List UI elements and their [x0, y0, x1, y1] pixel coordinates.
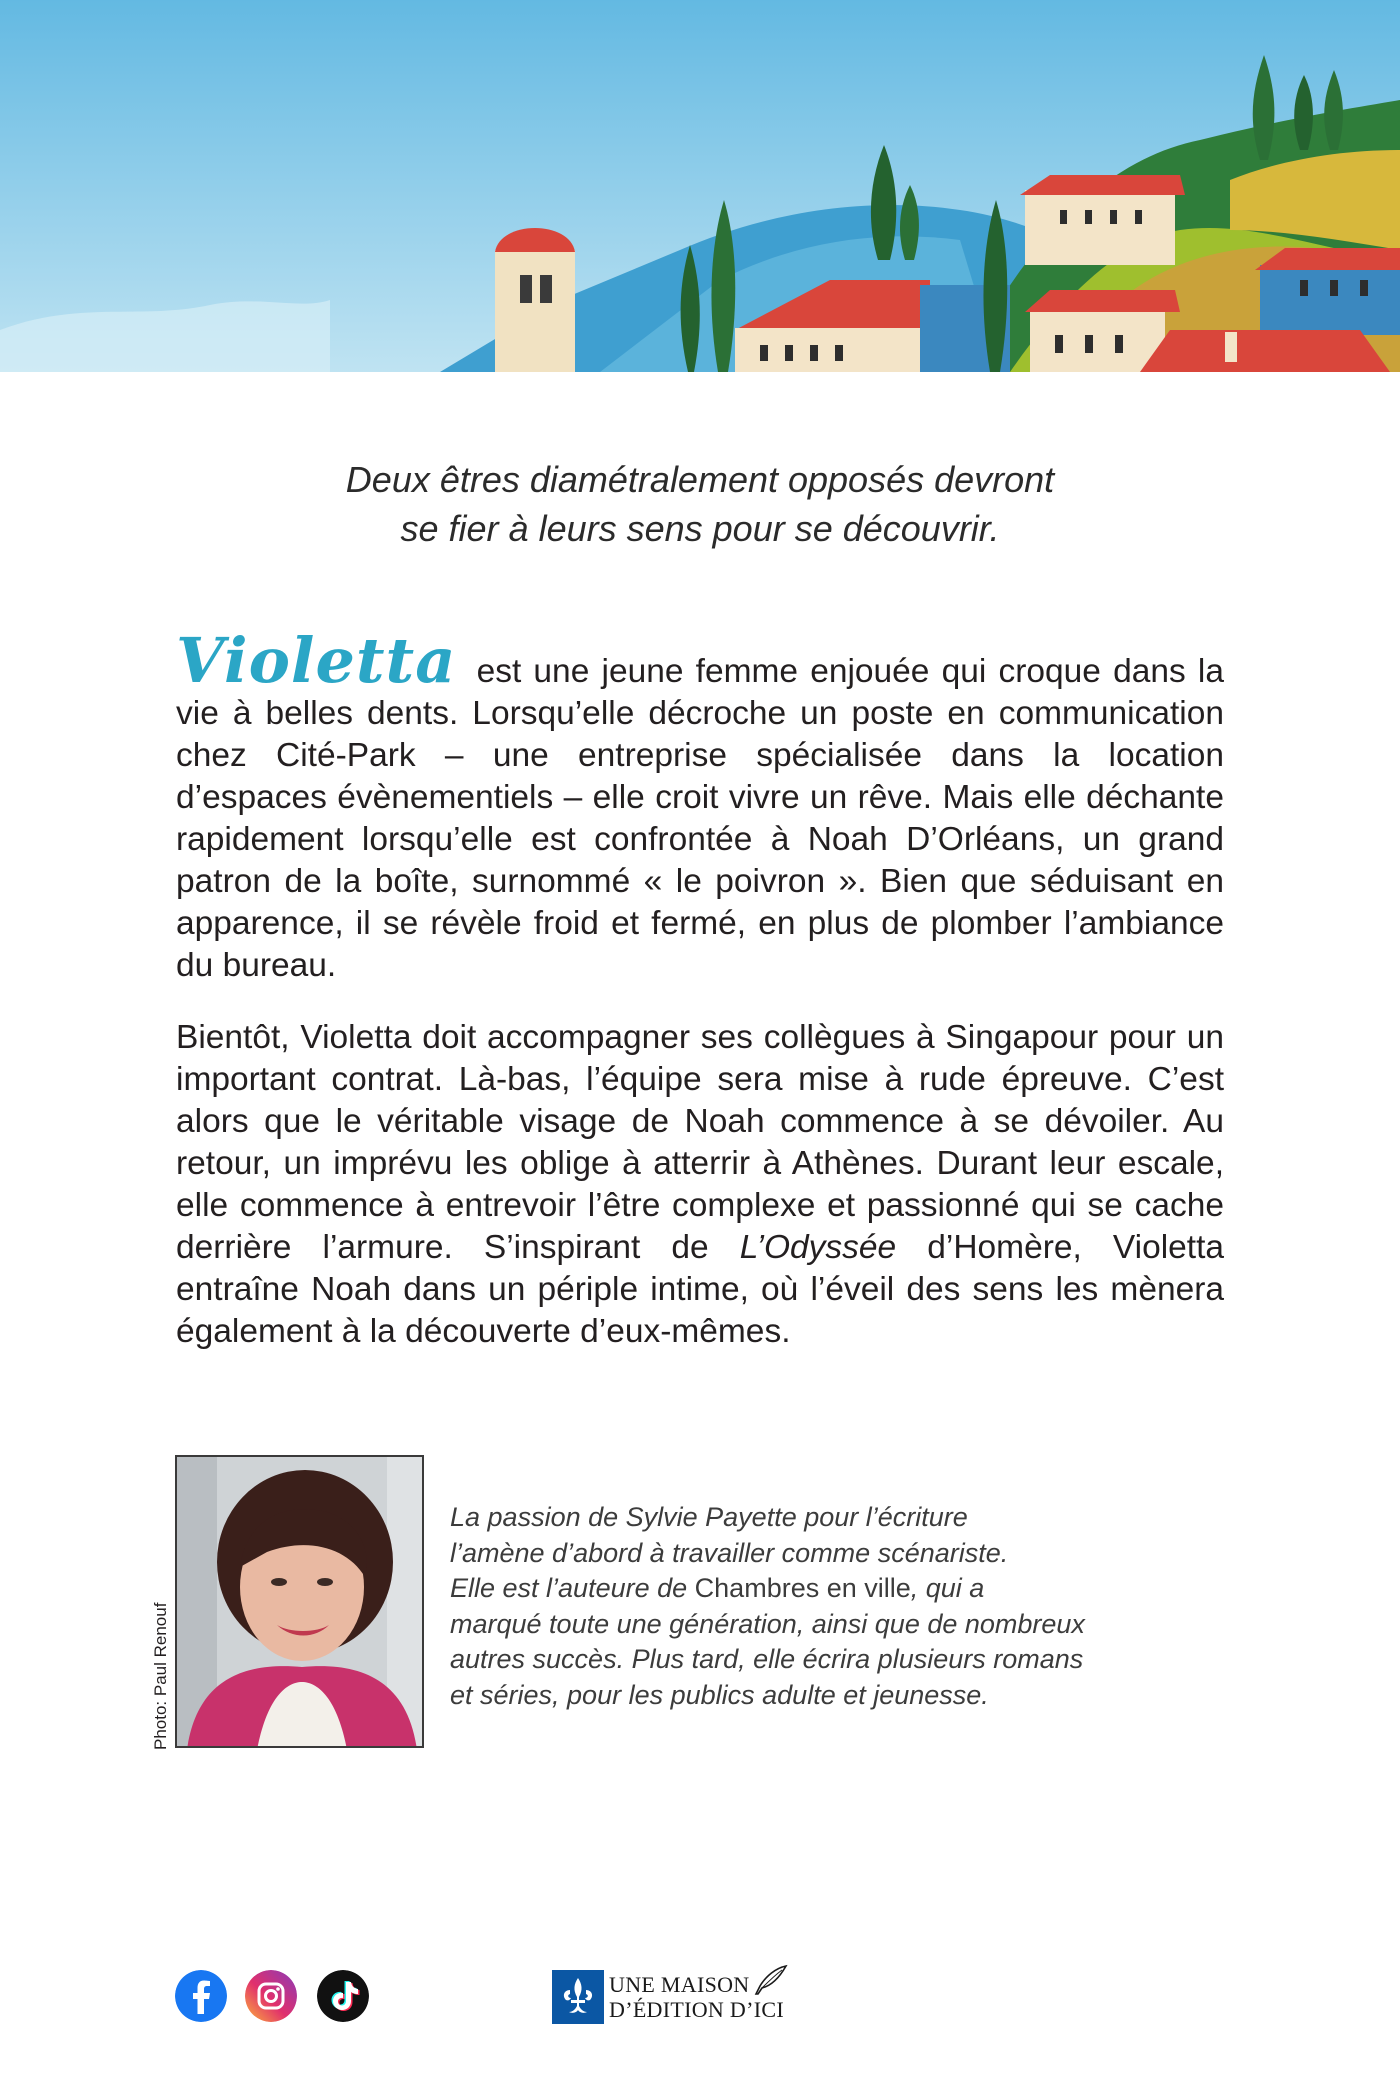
- cover-illustration: [0, 0, 1400, 372]
- facebook-icon[interactable]: [175, 1970, 227, 2022]
- synopsis-paragraph-2-text-b: d’Homère, Violetta entraîne Noah dans un périple intime, où l’éveil des sens les mènera également à la découverte d’eux-mêmes.: [176, 1229, 1225, 1350]
- tagline: [0, 455, 1400, 553]
- bio-line: marqué toute une génération, ainsi que de nombreux: [450, 1608, 1085, 1639]
- tagline-line-2: se fier à leurs sens pour se découvrir.: [400, 508, 1000, 549]
- book-synopsis: [176, 624, 1225, 1383]
- bio-text: Elle est l’auteure de: [450, 1573, 688, 1603]
- mediterranean-village-illustration: [0, 0, 1400, 372]
- referenced-work-title: L’Odyssée: [739, 1229, 897, 1266]
- lead-character-name: Violetta: [176, 624, 457, 697]
- bio-line: [450, 1571, 1170, 1607]
- bio-line: l’amène d’abord à travailler comme scénariste.: [450, 1537, 1009, 1568]
- synopsis-paragraph-1-text: est une jeune femme enjouée qui croque dans la vie à belles dents. Lorsqu’elle décroche un poste en communication chez Cité-Park – une entreprise spécialisée dans la location d’espaces évènementiels – elle croit vivre un rêve. Mais elle déchante rapidement lorsqu’elle est confrontée à Noah D’Orléans, un grand patron de la boîte, surnommé « le poivron ». Bien que séduisant en apparence, il se révèle froid et fermé, en plus de plomber l’ambiance du bureau.: [176, 653, 1224, 984]
- bio-text: , qui a: [910, 1573, 985, 1603]
- tiktok-icon[interactable]: [317, 1970, 369, 2022]
- bio-line: autres succès. Plus tard, elle écrira plusieurs romans: [450, 1644, 1084, 1674]
- instagram-icon[interactable]: [245, 1970, 297, 2022]
- synopsis-paragraph-1: [176, 624, 1224, 987]
- author-photo: [175, 1455, 424, 1748]
- previous-work-title: Chambres en ville: [694, 1573, 911, 1603]
- tagline-line-1: Deux êtres diamétralement opposés devront: [345, 459, 1055, 500]
- synopsis-paragraph-2-text-a: Bientôt, Violetta doit accompagner ses collègues à Singapour pour un important contrat. Là-bas, l’équipe sera mise à rude épreuve. C’est alors que le véritable visage de Noah commence à se dévoiler. Au retour, un imprévu les oblige à atterrir à Athènes. Durant leur escale, elle commence à entrevoir l’être complexe et passionné qui se cache derrière l’armure. S’inspirant de: [176, 1019, 1224, 1266]
- photo-credit: Photo: Paul Renouf: [151, 1602, 170, 1750]
- quill-icon: [752, 1964, 788, 1996]
- bio-line: et séries, pour les publics adulte et jeunesse.: [450, 1679, 989, 1710]
- author-portrait: [177, 1457, 424, 1748]
- synopsis-paragraph-2: [176, 1017, 1224, 1353]
- author-bio: [450, 1500, 1170, 1713]
- fleur-de-lis-icon: [552, 1970, 604, 2024]
- publisher-line-1: UNE MAISON: [609, 1972, 750, 1997]
- publisher-line-2: D’ÉDITION D’ICI: [609, 1997, 784, 2022]
- bio-line: La passion de Sylvie Payette pour l’écriture: [450, 1502, 968, 1532]
